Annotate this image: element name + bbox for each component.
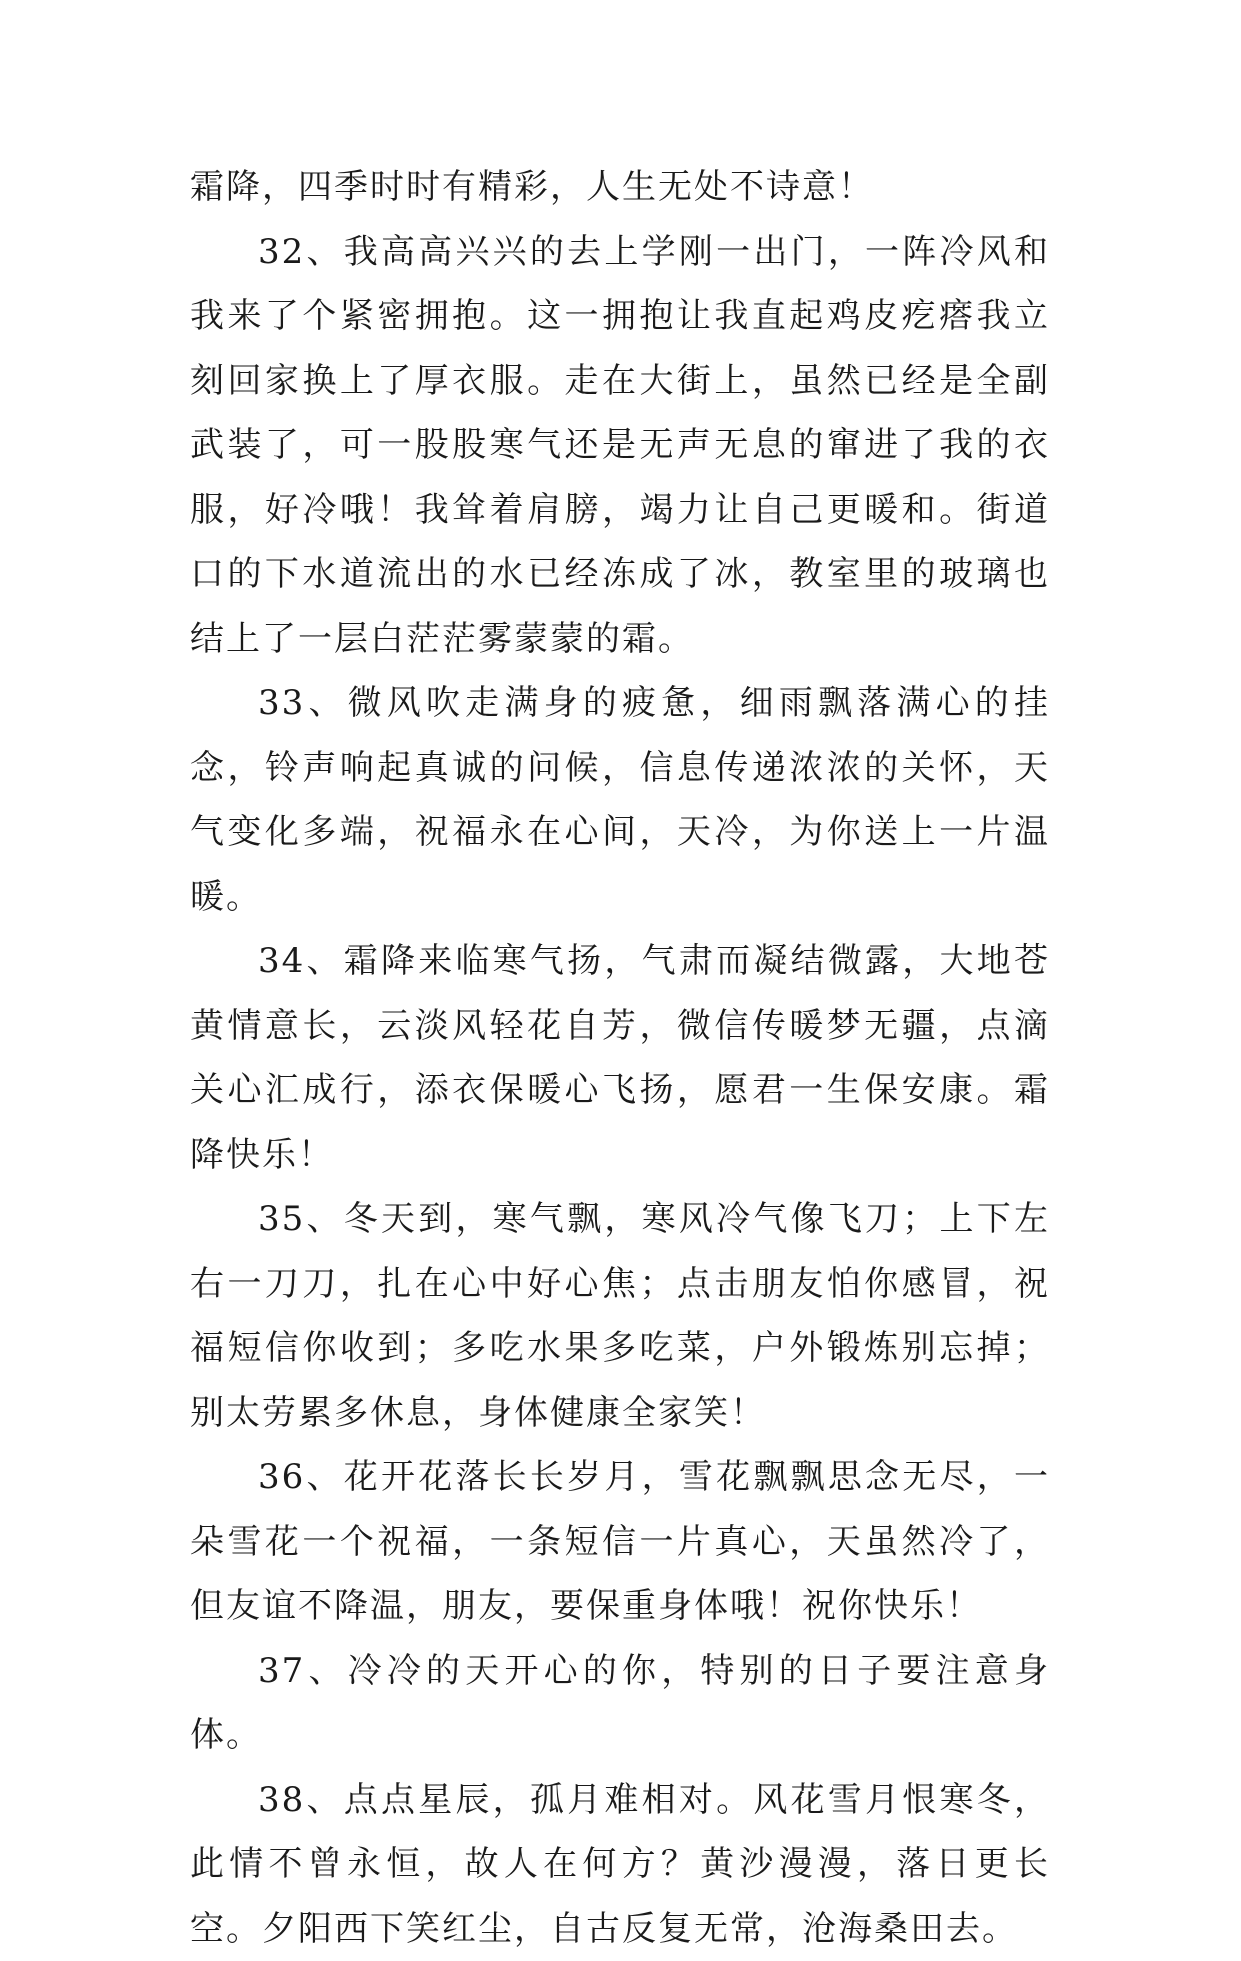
- document-body: [190, 155, 1050, 1961]
- paragraph-37: 37、冷冷的天开心的你，特别的日子要注意身体。: [190, 1639, 1050, 1768]
- paragraph-36: 36、花开花落长长岁月，雪花飘飘思念无尽，一朵雪花一个祝福，一条短信一片真心，天虽然冷了，但友谊不降温，朋友，要保重身体哦！祝你快乐！: [190, 1445, 1050, 1639]
- paragraph-38: 38、点点星辰，孤月难相对。风花雪月恨寒冬，此情不曾永恒，故人在何方？黄沙漫漫，落日更长空。夕阳西下笑红尘，自古反复无常，沧海桑田去。: [190, 1768, 1050, 1961]
- paragraph-33: 33、微风吹走满身的疲惫，细雨飘落满心的挂念，铃声响起真诚的问候，信息传递浓浓的关怀，天气变化多端，祝福永在心间，天冷，为你送上一片温暖。: [190, 671, 1050, 929]
- paragraph-34: 34、霜降来临寒气扬，气肃而凝结微露，大地苍黄情意长，云淡风轻花自芳，微信传暖梦无疆，点滴关心汇成行，添衣保暖心飞扬，愿君一生保安康。霜降快乐！: [190, 929, 1050, 1187]
- paragraph-32: 32、我高高兴兴的去上学刚一出门，一阵冷风和我来了个紧密拥抱。这一拥抱让我直起鸡皮疙瘩我立刻回家换上了厚衣服。走在大街上，虽然已经是全副武装了，可一股股寒气还是无声无息的窜进了我的衣服，好冷哦！我耸着肩膀，竭力让自己更暖和。街道口的下水道流出的水已经冻成了冰，教室里的玻璃也结上了一层白茫茫雾蒙蒙的霜。: [190, 220, 1050, 672]
- paragraph-35: 35、冬天到，寒气飘，寒风冷气像飞刀；上下左右一刀刀，扎在心中好心焦；点击朋友怕你感冒，祝福短信你收到；多吃水果多吃菜，户外锻炼别忘掉；别太劳累多休息，身体健康全家笑！: [190, 1187, 1050, 1445]
- paragraph-continuation: 霜降，四季时时有精彩，人生无处不诗意！: [190, 155, 1050, 220]
